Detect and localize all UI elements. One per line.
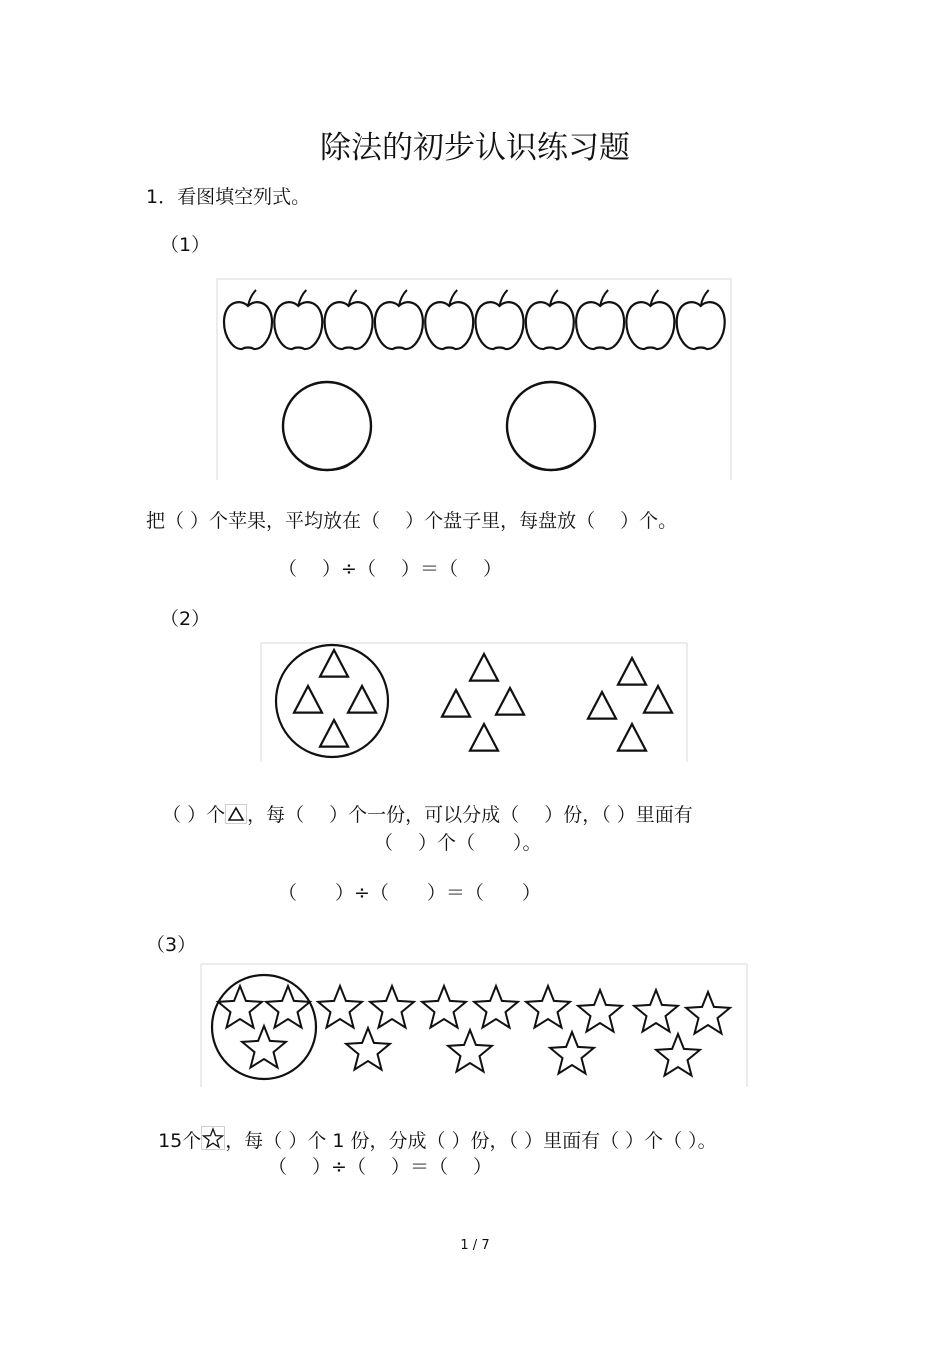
part1-sentence: 把（ ）个苹果，平均放在（ ）个盘子里，每盘放（ ）个。 bbox=[146, 510, 678, 532]
star bbox=[448, 1030, 492, 1072]
triangle bbox=[470, 724, 498, 751]
part3-label: （3） bbox=[146, 934, 197, 956]
star bbox=[474, 986, 518, 1028]
part2-sentence bbox=[150, 778, 693, 827]
apple bbox=[224, 290, 272, 349]
star bbox=[550, 1032, 594, 1074]
plate-1 bbox=[283, 382, 371, 470]
part2-sentence2: （ ）个（ ）。 bbox=[374, 832, 542, 854]
triangle bbox=[442, 690, 470, 717]
star bbox=[370, 986, 414, 1028]
triangle-groups bbox=[294, 650, 672, 751]
part1-label: （1） bbox=[160, 234, 211, 256]
part1-equation: （ ）÷（ ）＝（ ） bbox=[278, 558, 503, 580]
part3-sentence bbox=[146, 1104, 717, 1153]
plate-2 bbox=[507, 382, 595, 470]
part2-sentence-a: （ ）个 bbox=[162, 804, 226, 826]
star bbox=[526, 986, 570, 1028]
part3-sentence-b: ，每（ ）个 1 份，分成（ ）份，（ ）里面有（ ）个（ ）。 bbox=[225, 1130, 717, 1152]
stars-figure bbox=[200, 963, 748, 1087]
page-title: 除法的初步认识练习题 bbox=[320, 130, 630, 166]
star bbox=[634, 990, 678, 1032]
apple bbox=[576, 290, 624, 349]
apple bbox=[325, 290, 373, 349]
question-heading: 1．看图填空列式。 bbox=[146, 186, 311, 208]
triangle bbox=[294, 686, 322, 713]
star bbox=[656, 1034, 700, 1076]
star bbox=[346, 1028, 390, 1070]
apple bbox=[626, 290, 674, 349]
star-groups bbox=[218, 986, 730, 1076]
star bbox=[422, 986, 466, 1028]
triangle bbox=[320, 720, 348, 747]
apple bbox=[526, 290, 574, 349]
star-icon bbox=[201, 1126, 225, 1150]
group-circle bbox=[276, 645, 388, 757]
part2-label: （2） bbox=[160, 608, 211, 630]
triangles-figure bbox=[260, 642, 688, 762]
triangle bbox=[470, 654, 498, 681]
apples-plates-figure bbox=[216, 278, 732, 480]
triangle bbox=[618, 658, 646, 685]
page-number: 1 / 7 bbox=[460, 1238, 490, 1253]
triangle bbox=[588, 692, 616, 719]
triangle-icon bbox=[225, 804, 247, 824]
triangle bbox=[320, 650, 348, 677]
apple bbox=[274, 290, 322, 349]
star bbox=[686, 992, 730, 1034]
apple bbox=[476, 290, 524, 349]
apple bbox=[425, 290, 473, 349]
apple bbox=[677, 290, 725, 349]
triangle bbox=[496, 688, 524, 715]
triangle bbox=[618, 724, 646, 751]
part3-equation: （ ）÷（ ）＝（ ） bbox=[268, 1156, 493, 1178]
apple bbox=[375, 290, 423, 349]
star bbox=[318, 986, 362, 1028]
part2-equation: （ ）÷（ ）＝（ ） bbox=[278, 882, 541, 904]
star bbox=[242, 1026, 286, 1068]
star bbox=[578, 990, 622, 1032]
apple-row bbox=[224, 290, 725, 349]
triangle bbox=[348, 686, 376, 713]
part2-sentence-b: ，每（ ）个一份，可以分成（ ）份，（ ）里面有 bbox=[247, 804, 693, 826]
triangle bbox=[644, 686, 672, 713]
part3-sentence-a: 15个 bbox=[158, 1130, 202, 1152]
